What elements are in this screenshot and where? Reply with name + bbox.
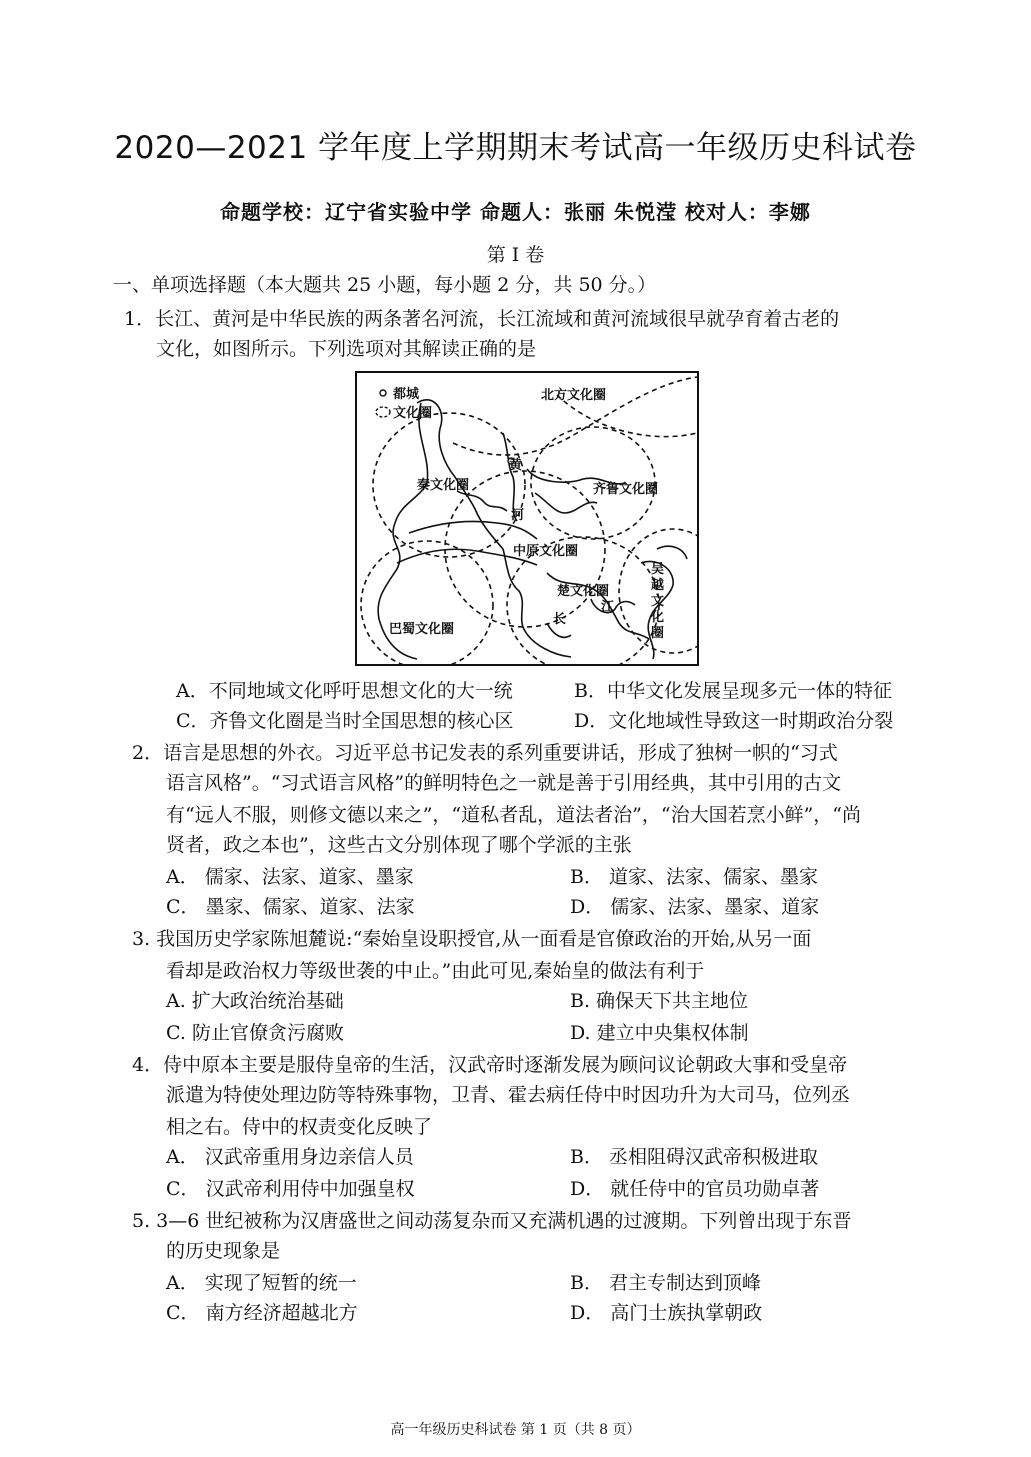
wuyue-label-4: 化 xyxy=(651,610,665,625)
question-3-option-c: C. 防止官僚贪污腐败 xyxy=(166,1022,344,1044)
yellow-river-label-1: 黄 xyxy=(509,458,523,473)
volume-label: 第 I 卷 xyxy=(486,244,545,266)
yangtze-label-2: 江 xyxy=(601,600,615,615)
capital-marker-icon xyxy=(380,390,386,396)
question-4-line-2: 派遣为特使处理边防等特殊事物，卫青、霍去病任侍中时因功升为大司马，位列丞 xyxy=(166,1084,851,1106)
page-footer: 高一年级历史科试卷 第 1 页（共 8 页） xyxy=(390,1422,641,1438)
question-1-option-c: C．齐鲁文化圈是当时全国思想的核心区 xyxy=(176,710,514,732)
wuyue-label-5: 圈 xyxy=(651,626,665,641)
question-2-option-a: A． 儒家、法家、道家、墨家 xyxy=(166,866,414,888)
zhongyuan-culture-label: 中原文化圈 xyxy=(513,544,579,559)
question-1-option-d: D．文化地域性导致这一时期政治分裂 xyxy=(574,710,894,732)
north-culture-label: 北方文化圈 xyxy=(541,388,607,403)
question-4-option-c: C． 汉武帝利用侍中加强皇权 xyxy=(166,1178,415,1200)
culture-circle-map xyxy=(355,371,699,666)
culture-circle-legend-icon xyxy=(376,407,390,417)
question-2-option-c: C． 墨家、儒家、道家、法家 xyxy=(166,896,415,918)
question-1-option-a: A．不同地域文化呼吁思想文化的大一统 xyxy=(176,680,513,702)
question-2-line-2: 语言风格”。“习式语言风格”的鲜明特色之一就是善于引用经典，其中引用的古文 xyxy=(166,772,842,794)
question-5-line-2: 的历史现象是 xyxy=(166,1240,281,1262)
author-info: 命题学校：辽宁省实验中学 命题人：张丽 朱悦滢 校对人：李娜 xyxy=(220,200,811,224)
question-2-line-4: 贤者，政之本也”，这些古文分别体现了哪个学派的主张 xyxy=(166,834,632,856)
question-3-option-d: D. 建立中央集权体制 xyxy=(570,1022,749,1044)
question-4-line-1: 4．侍中原本主要是服侍皇帝的生活，汉武帝时逐渐发展为顾问议论朝政大事和受皇帝 xyxy=(132,1054,848,1076)
question-3-option-b: B. 确保天下共主地位 xyxy=(570,990,749,1012)
chu-culture-label: 楚文化圈 xyxy=(557,584,610,599)
qilu-culture-label: 齐鲁文化圈 xyxy=(593,482,659,497)
question-5-line-1: 5. 3—6 世纪被称为汉唐盛世之间动荡复杂而又充满机遇的过渡期。下列曾出现于东晋 xyxy=(132,1210,852,1232)
question-1-line-2: 文化，如图所示。下列选项对其解读正确的是 xyxy=(156,338,537,360)
question-1-option-b: B．中华文化发展呈现多元一体的特征 xyxy=(574,680,892,702)
qin-culture-label: 秦文化圈 xyxy=(417,478,470,493)
legend-capital-label: 都城 xyxy=(393,387,420,402)
question-4-line-3: 相之右。侍中的权责变化反映了 xyxy=(166,1116,433,1138)
question-3-option-a: A. 扩大政治统治基础 xyxy=(166,990,344,1012)
question-2-option-d: D． 儒家、法家、墨家、道家 xyxy=(570,896,820,918)
question-4-option-b: B． 丞相阻碍汉武帝积极进取 xyxy=(570,1146,819,1168)
question-5-option-b: B． 君主专制达到顶峰 xyxy=(570,1272,762,1294)
exam-title: 2020—2021 学年度上学期期末考试高一年级历史科试卷 xyxy=(114,130,917,166)
legend-circle-label: 文化圈 xyxy=(393,406,433,421)
wuyue-label-2: 越 xyxy=(651,578,665,593)
question-2-line-1: 2．语言是思想的外衣。习近平总书记发表的系列重要讲话，形成了独树一帜的“习式 xyxy=(132,742,838,764)
question-1-line-1: 1．长江、黄河是中华民族的两条著名河流，长江流域和黄河流域很早就孕育着古老的 xyxy=(124,308,840,330)
question-5-option-a: A． 实现了短暂的统一 xyxy=(166,1272,357,1294)
wuyue-label-3: 文 xyxy=(651,594,665,609)
question-4-option-d: D． 就任侍中的官员功勋卓著 xyxy=(570,1178,820,1200)
question-2-line-3: 有“远人不服，则修文德以来之”，“道私者乱，道法者治”，“治大国若烹小鲜”，“尚 xyxy=(166,804,861,826)
map-drawing xyxy=(357,373,697,664)
wuyue-label-1: 吴 xyxy=(651,562,665,577)
yellow-river-label-2: 河 xyxy=(511,508,525,523)
question-3-line-1: 3. 我国历史学家陈旭麓说:“秦始皇设职授官,从一面看是官僚政治的开始,从另一面 xyxy=(132,928,812,950)
bashu-culture-label: 巴蜀文化圈 xyxy=(389,622,455,637)
question-2-option-b: B． 道家、法家、儒家、墨家 xyxy=(570,866,819,888)
yangtze-label-1: 长 xyxy=(553,612,567,627)
question-4-option-a: A． 汉武帝重用身边亲信人员 xyxy=(166,1146,414,1168)
question-5-option-c: C． 南方经济超越北方 xyxy=(166,1302,358,1324)
section-heading: 一、单项选择题（本大题共 25 小题，每小题 2 分，共 50 分。） xyxy=(113,274,657,296)
question-5-option-d: D． 高门士族执掌朝政 xyxy=(570,1302,763,1324)
question-3-line-2: 看却是政治权力等级世袭的中止。”由此可见,秦始皇的做法有利于 xyxy=(166,960,705,982)
